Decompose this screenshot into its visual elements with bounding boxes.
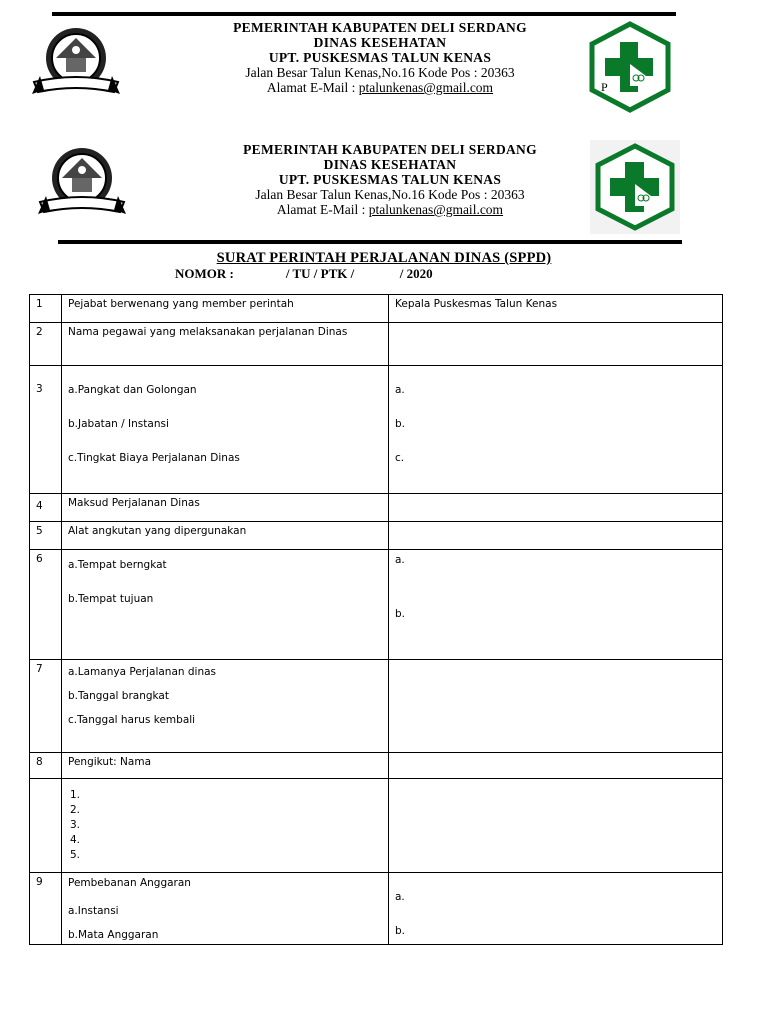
letterhead-text — [174, 142, 606, 217]
field-label: a.Pangkat dan Golongan — [68, 384, 197, 396]
row-number: 8 — [30, 753, 62, 779]
field-value[interactable]: b. — [395, 925, 406, 937]
field-value[interactable]: a. — [395, 554, 405, 566]
row-label-group — [62, 366, 389, 494]
row-number: 3 — [30, 366, 62, 494]
field-label: Pembebanan Anggaran — [68, 877, 191, 889]
list-item[interactable]: 4. — [70, 834, 81, 846]
field-label: b.Tempat tujuan — [68, 593, 154, 605]
table-row — [30, 522, 723, 550]
unit-name: UPT. PUSKESMAS TALUN KENAS — [278, 172, 502, 187]
row-number — [30, 779, 62, 873]
header-bottom-rule — [58, 240, 682, 244]
row-value-group[interactable] — [389, 550, 723, 660]
field-label: a.Lamanya Perjalanan dinas — [68, 666, 217, 678]
field-label: a.Tempat berngkat — [68, 559, 167, 571]
table-row — [30, 660, 723, 753]
list-item[interactable]: 5. — [70, 849, 81, 861]
letterhead-text — [170, 20, 590, 95]
field-value[interactable]: a. — [395, 384, 405, 396]
row-label: Alat angkutan yang dipergunakan — [62, 522, 389, 550]
table-row — [30, 295, 723, 323]
address: Jalan Besar Talun Kenas,No.16 Kode Pos : 20363 — [245, 65, 515, 80]
row-label: Maksud Perjalanan Dinas — [62, 494, 389, 522]
row-label: Pejabat berwenang yang member perintah — [62, 295, 389, 323]
regency-seal-icon — [30, 18, 122, 108]
field-label: b.Jabatan / Instansi — [68, 418, 169, 430]
field-value[interactable]: b. — [395, 608, 406, 620]
row-number: 2 — [30, 323, 62, 366]
table-row — [30, 366, 723, 494]
email-link[interactable]: ptalunkenas@gmail.com — [368, 202, 504, 217]
email-label: Alamat E-Mail : — [276, 202, 369, 217]
field-label: c.Tingkat Biaya Perjalanan Dinas — [68, 452, 240, 464]
field-label: c.Tanggal harus kembali — [68, 714, 196, 726]
gov-name: PEMERINTAH KABUPATEN DELI SERDANG — [233, 20, 527, 35]
gov-name: PEMERINTAH KABUPATEN DELI SERDANG — [243, 142, 537, 157]
field-label: a.Instansi — [68, 905, 119, 917]
row-number: 7 — [30, 660, 62, 753]
table-row — [30, 779, 723, 873]
follower-list — [68, 788, 382, 863]
email-label: Alamat E-Mail : — [266, 80, 359, 95]
address: Jalan Besar Talun Kenas,No.16 Kode Pos : 20363 — [255, 187, 525, 202]
field-value[interactable]: b. — [395, 418, 406, 430]
table-row — [30, 494, 723, 522]
field-value[interactable]: a. — [395, 891, 405, 903]
table-row — [30, 550, 723, 660]
list-item[interactable]: 3. — [70, 819, 81, 831]
row-number: 9 — [30, 873, 62, 945]
unit-name: UPT. PUSKESMAS TALUN KENAS — [268, 50, 492, 65]
field-label: b.Mata Anggaran — [68, 929, 159, 941]
sppd-form-table — [29, 294, 723, 945]
regency-seal-icon — [36, 138, 128, 228]
email-line — [170, 80, 590, 95]
row-value-group[interactable] — [389, 873, 723, 945]
field-value[interactable]: c. — [395, 452, 405, 464]
letterhead-primary — [0, 10, 768, 114]
header-top-rule — [52, 12, 676, 16]
table-row — [30, 753, 723, 779]
email-link[interactable]: ptalunkenas@gmail.com — [358, 80, 494, 95]
field-label: b.Tanggal brangkat — [68, 690, 169, 702]
row-number: 6 — [30, 550, 62, 660]
email-line — [174, 202, 606, 217]
row-value[interactable] — [389, 323, 723, 366]
row-label-group — [62, 660, 389, 753]
row-value[interactable] — [389, 494, 723, 522]
row-label-group — [62, 873, 389, 945]
row-value[interactable] — [389, 522, 723, 550]
puskesmas-logo-icon — [590, 140, 680, 234]
row-label: Pengikut: Nama — [62, 753, 389, 779]
list-item[interactable]: 2. — [70, 804, 81, 816]
row-value[interactable] — [389, 779, 723, 873]
row-value[interactable] — [389, 660, 723, 753]
row-label: Nama pegawai yang melaksanakan perjalanan Dinas — [62, 323, 389, 366]
dept-name: DINAS KESEHATAN — [323, 157, 457, 172]
table-row — [30, 323, 723, 366]
document-title: SURAT PERINTAH PERJALANAN DINAS (SPPD) — [216, 250, 552, 266]
list-item[interactable]: 1. — [70, 789, 81, 801]
letterhead-secondary — [0, 134, 768, 246]
row-value-group[interactable] — [389, 366, 723, 494]
puskesmas-logo-icon — [586, 20, 674, 114]
row-label-group — [62, 550, 389, 660]
row-number: 1 — [30, 295, 62, 323]
row-value[interactable]: Kepala Puskesmas Talun Kenas — [389, 295, 723, 323]
document-title-block — [0, 249, 768, 267]
row-number: 5 — [30, 522, 62, 550]
document-number: NOMOR : / TU / PTK / / 2020 — [175, 266, 433, 281]
row-value[interactable] — [389, 753, 723, 779]
follower-list-cell — [62, 779, 389, 873]
logo-letter: P — [601, 80, 608, 94]
row-number: 4 — [30, 494, 62, 522]
table-row — [30, 873, 723, 945]
dept-name: DINAS KESEHATAN — [313, 35, 447, 50]
